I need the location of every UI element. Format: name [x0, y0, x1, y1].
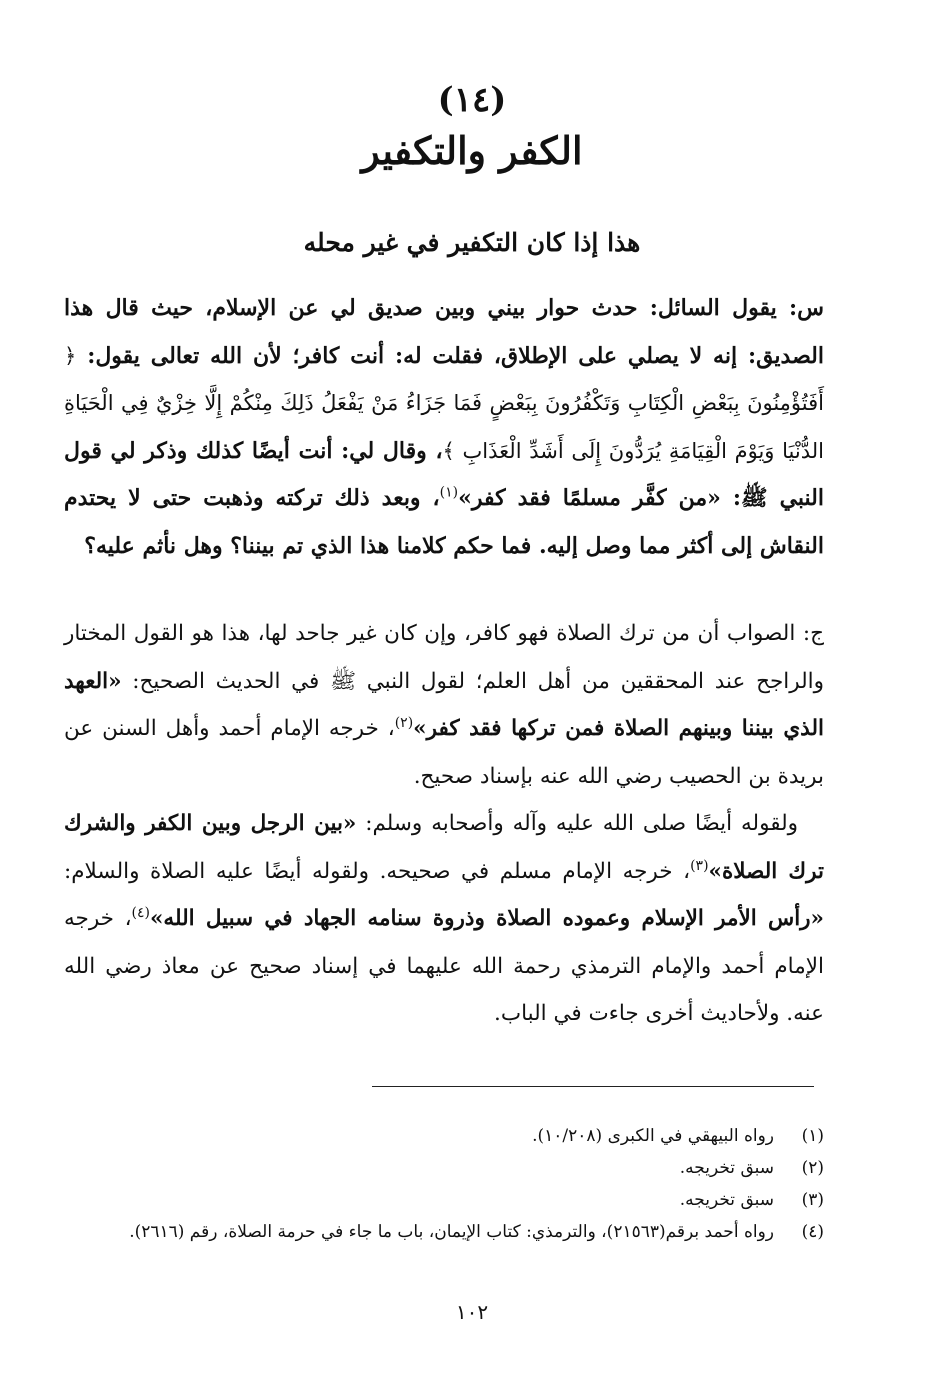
footnote: [64, 1120, 824, 1152]
footnote: [64, 1216, 824, 1248]
footnote: [64, 1152, 824, 1184]
answer-text-4: ، خرجه الإمام مسلم في صحيحه. ولقوله أيضًا عليه الصلاة والسلام:: [64, 858, 691, 884]
footnote-number: (٣): [801, 1190, 824, 1210]
footnote-divider: [372, 1086, 814, 1087]
question-text-3: ، وبعد ذلك تركته وذهبت حتى لا يحتدم النقاش إلى أكثر مما وصل إليه. فما حكم كلامنا هذا الذي تم بيننا؟ وهل نأثم عليه؟: [64, 485, 824, 559]
footnote: [64, 1184, 824, 1216]
question-text-1: س: يقول السائل: حدث حوار بيني وبين صديق لي عن الإسلام، حيث قال هذا الصديق: إنه لا يصلي على الإطلاق، فقلت له: أنت كافر؛ لأن الله تعالى يقول:: [64, 295, 824, 369]
hadith-quote-3: «رأس الأمر الإسلام وعموده الصلاة وذروة سنامه الجهاد في سبيل الله»: [149, 906, 824, 931]
footnote-text: رواه أحمد برقم(٢١٥٦٣)، والترمذي: كتاب الإيمان، باب ما جاء في حرمة الصلاة، رقم (٢٦١٦).: [129, 1222, 774, 1242]
footnotes: [64, 1120, 824, 1248]
question-paragraph: [64, 285, 824, 570]
chapter-number: (١٤): [437, 80, 507, 120]
answer-text-2: ، خرجه الإمام أحمد وأهل السنن عن بريدة بن الحصيب رضي الله عنه بإسناد صحيح.: [64, 716, 824, 789]
hadith-quote-1: «العهد الذي بيننا وبينهم الصلاة فمن تركها فقد كفر»: [64, 668, 824, 741]
chapter-title: الكفر والتكفير: [361, 128, 583, 173]
footnote-number: (١): [801, 1126, 824, 1146]
quran-verse: ﴿ أَفَتُؤْمِنُونَ بِبَعْضِ الْكِتَابِ وَتَكْفُرُونَ بِبَعْضٍ فَمَا جَزَاءُ مَنْ يَفْعَلُ ذَلِكَ مِنْكُمْ إِلَّا خِزْيٌ فِي الْحَيَاةِ الدُّنْيَا وَيَوْمَ الْقِيَامَةِ يُرَدُّونَ إِلَى أَشَدِّ الْعَذَابِ ﴾: [64, 343, 824, 463]
footnote-number: (٢): [801, 1158, 824, 1178]
footnote-number: (٤): [801, 1222, 824, 1242]
footnote-text: رواه البيهقي في الكبرى (١٠/٢٠٨).: [532, 1126, 774, 1146]
answer-text-5: ، خرجه الإمام أحمد والإمام الترمذي رحمة الله عليهما في إسناد صحيح عن معاذ رضي الله عنه. ولأحاديث أخرى جاءت في الباب.: [64, 906, 824, 1026]
hadith-quote-2: «بين الرجل وبين الكفر والشرك ترك الصلاة»: [64, 811, 824, 884]
section-heading: هذا إذا كان التكفير في غير محله: [303, 228, 641, 257]
answer-section: [64, 610, 824, 1038]
answer-text-3: ولقوله أيضًا صلى الله عليه وآله وأصحابه وسلم:: [356, 811, 799, 836]
question-text-2: ، وقال لي: أنت أيضًا كذلك وذكر لي قول النبي ﷺ: «من كفَّر مسلمًا فقد كفر»: [64, 437, 824, 511]
footnote-text: سبق تخريجه.: [679, 1190, 774, 1210]
answer-paragraph-1: [64, 610, 824, 800]
page-number: ١٠٢: [455, 1300, 489, 1324]
answer-text-1: ج: الصواب أن من ترك الصلاة فهو كافر، وإن كان غير جاحد لها، هذا هو القول المختار والراجح عند المحققين من أهل العلم؛ لقول النبي ﷺ في الحديث الصحيح:: [64, 621, 824, 694]
answer-paragraph-2: [64, 800, 824, 1038]
footnote-text: سبق تخريجه.: [679, 1158, 774, 1178]
footnote-ref-3: (٣): [690, 857, 709, 874]
footnote-ref-4: (٤): [131, 904, 150, 921]
footnote-ref-1: (١): [439, 484, 459, 501]
footnote-ref-2: (٢): [394, 714, 414, 731]
